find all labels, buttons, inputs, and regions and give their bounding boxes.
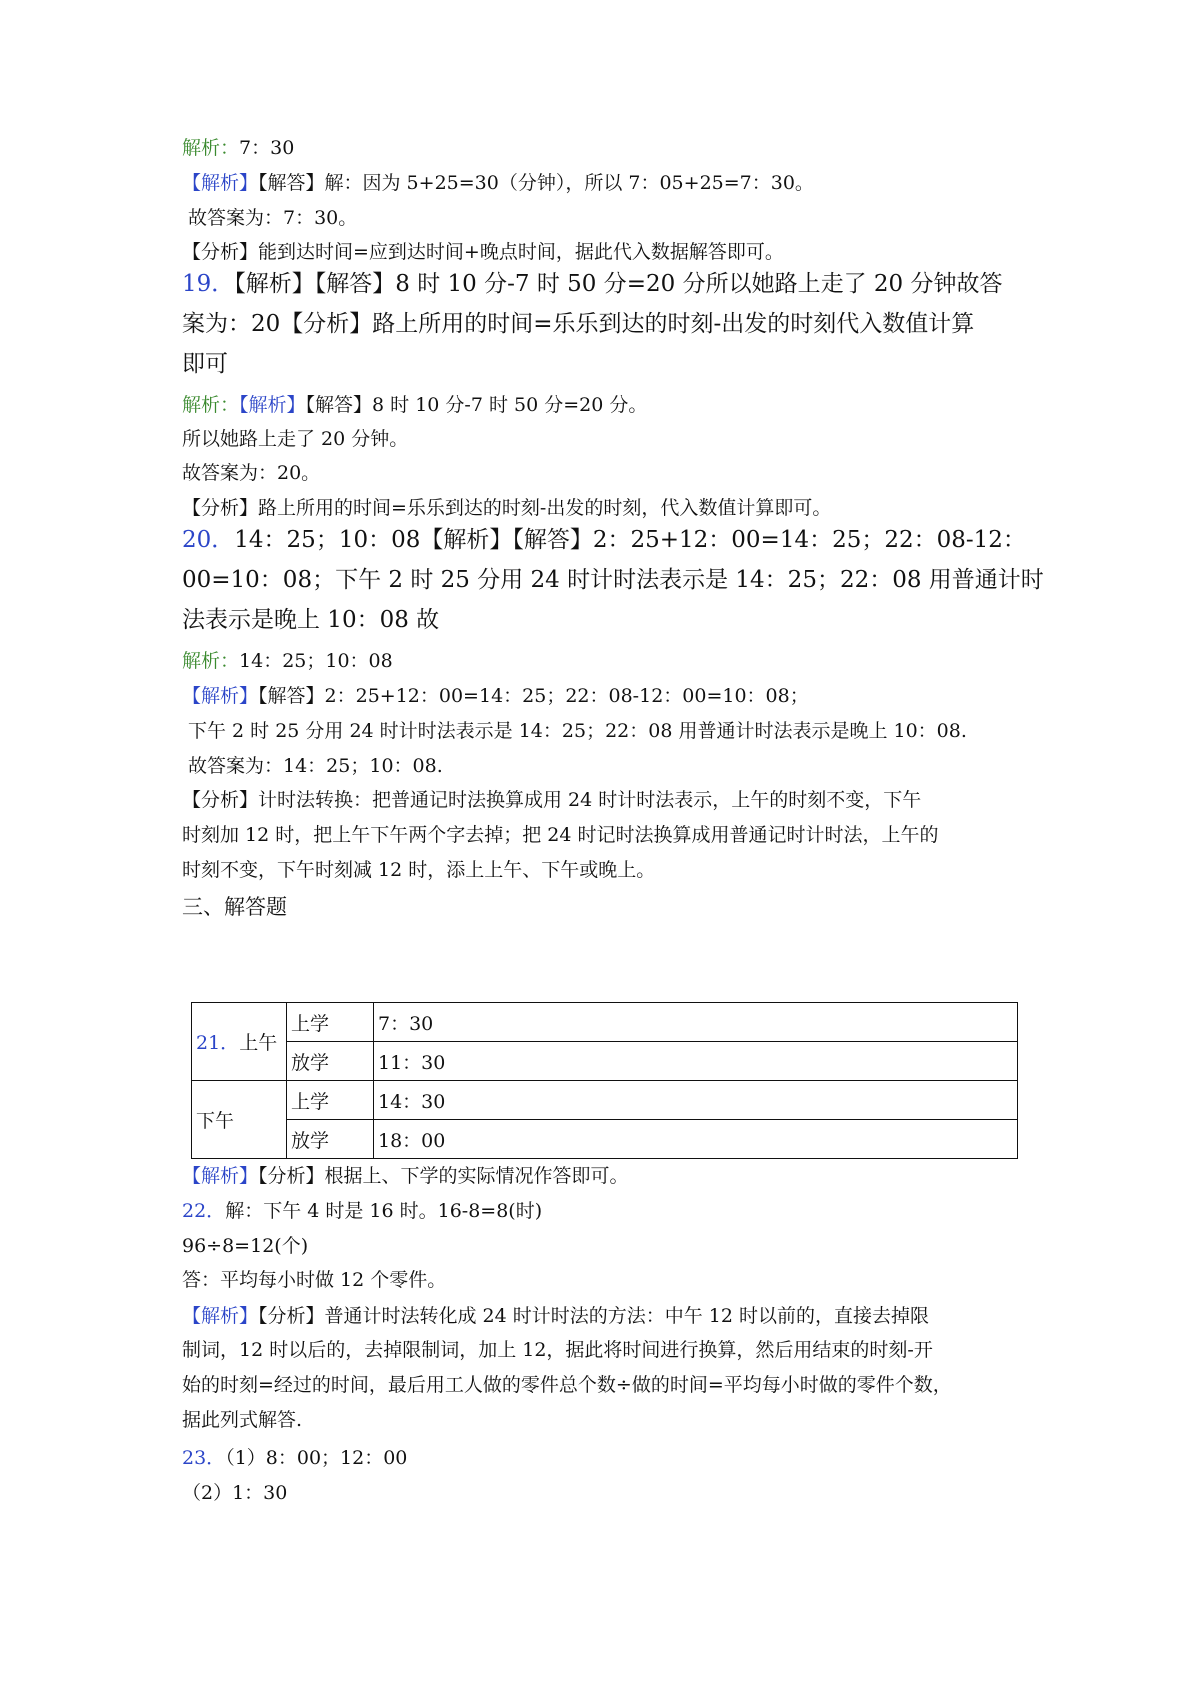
row-time: 7：30 — [374, 1003, 1018, 1042]
jiexi-tag: 【解析】 — [239, 394, 306, 416]
question-number: 20． — [182, 527, 235, 553]
am-cell: 21．上午 — [192, 1003, 287, 1081]
table-row — [192, 1042, 1018, 1081]
question-number: 21． — [196, 1032, 240, 1054]
table-row — [192, 1003, 1018, 1042]
q20-analysis-1: 【分析】计时法转换：把普通记时法换算成用 24 时计时法表示，上午的时刻不变，下午 — [182, 789, 922, 811]
q20-conclusion: 故答案为：14：25；10：08. — [188, 755, 443, 777]
q22-line-2: 96÷8=12(个) — [182, 1235, 309, 1257]
q19-summary-line-2: 案为：20【分析】路上所用的时间=乐乐到达的时刻-出发的时刻代入数值计算 — [182, 311, 975, 337]
q20-summary-line-2: 00=10：08；下午 2 时 25 分用 24 时计时法表示是 14：25；22：08 用普通计时 — [182, 567, 1044, 593]
q19-conclusion: 故答案为：20。 — [182, 462, 321, 484]
q18-jiexi-line — [182, 136, 294, 160]
q20-analysis-3: 时刻不变，下午时刻减 12 时，添上上午、下午或晚上。 — [182, 859, 656, 881]
jiexi-tag: 【解析】 — [182, 172, 259, 194]
q22-analysis-4: 据此列式解答. — [182, 1409, 303, 1431]
q22-analysis-1: 【解析】【分析】普通计时法转化成 24 时计时法的方法：中午 12 时以前的，直接去掉限 — [182, 1305, 930, 1327]
jiexi-tag: 【解析】 — [182, 685, 259, 707]
q22-answer: 答：平均每小时做 12 个零件。 — [182, 1269, 447, 1291]
q22-line-1: 22．解：下午 4 时是 16 时。16-8=8(时) — [182, 1200, 543, 1222]
table-row — [192, 1081, 1018, 1120]
row-label: 上学 — [287, 1081, 374, 1120]
q19-analysis: 【分析】路上所用的时间=乐乐到达的时刻-出发的时刻，代入数值计算即可。 — [182, 497, 832, 519]
q18-conclusion: 故答案为：7：30。 — [188, 207, 358, 229]
q20-answer-line: 【解析】【解答】2：25+12：00=14：25；22：08-12：00=10：08； — [182, 685, 809, 707]
question-number: 23． — [182, 1447, 226, 1469]
jiexi-label: 解析： — [182, 650, 240, 672]
q21-note: 【解析】【分析】根据上、下学的实际情况作答即可。 — [182, 1165, 629, 1187]
q19-jiexi-line: 解析：【解析】【解答】8 时 10 分-7 时 50 分=20 分。 — [182, 394, 648, 416]
jiexi-label: 解析： — [182, 137, 240, 159]
q22-analysis-2: 制词，12 时以后的，去掉限制词，加上 12，据此将时间进行换算，然后用结束的时刻-开 — [182, 1339, 933, 1361]
jiexi-value: 14：25；10：08 — [239, 650, 393, 672]
row-time: 18：00 — [374, 1120, 1018, 1159]
jiexi-tag: 【解析】 — [182, 1165, 259, 1187]
q22-analysis-3: 始的时刻=经过的时间，最后用工人做的零件总个数÷做的时间=平均每小时做的零件个数， — [182, 1374, 952, 1396]
q20-summary-line-1: 20．14：25；10：08【解析】【解答】2：25+12：00=14：25；22：08-12： — [182, 527, 1026, 553]
pm-cell: 下午 — [192, 1081, 287, 1159]
q23-line-1: 23．（1）8：00；12：00 — [182, 1447, 408, 1469]
q20-analysis-2: 时刻加 12 时，把上午下午两个字去掉；把 24 时记时法换算成用普通记时计时法，上午的 — [182, 824, 939, 846]
schedule-table — [191, 1002, 1018, 1159]
jiexi-label: 解析： — [182, 394, 240, 416]
q20-line-3: 下午 2 时 25 分用 24 时计时法表示是 14：25；22：08 用普通计时法表示是晚上 10：08. — [188, 720, 967, 742]
row-time: 14：30 — [374, 1081, 1018, 1120]
jiexi-value: 7：30 — [239, 137, 295, 159]
jiexi-tag: 【解析】 — [182, 1305, 259, 1327]
q19-line-2: 所以她路上走了 20 分钟。 — [182, 428, 409, 450]
question-number: 22． — [182, 1200, 226, 1222]
q20-summary-line-3: 法表示是晚上 10：08 故 — [182, 607, 440, 633]
q18-answer-line: 【解析】【解答】解：因为 5+25=30（分钟），所以 7：05+25=7：30。 — [182, 172, 814, 194]
table-row — [192, 1120, 1018, 1159]
row-label: 上学 — [287, 1003, 374, 1042]
q23-line-2: （2）1：30 — [182, 1482, 288, 1504]
row-time: 11：30 — [374, 1042, 1018, 1081]
row-label: 放学 — [287, 1042, 374, 1081]
question-number: 19． — [182, 271, 235, 297]
q20-jiexi-line — [182, 649, 393, 673]
q18-analysis: 【分析】能到达时间=应到达时间+晚点时间，据此代入数据解答即可。 — [182, 241, 784, 263]
q19-summary-line-3: 即可 — [182, 351, 228, 377]
q19-summary-line-1: 19．【解析】【解答】8 时 10 分-7 时 50 分=20 分所以她路上走了 20 分钟故答 — [182, 271, 1003, 297]
row-label: 放学 — [287, 1120, 374, 1159]
section-heading: 三、解答题 — [182, 895, 287, 919]
